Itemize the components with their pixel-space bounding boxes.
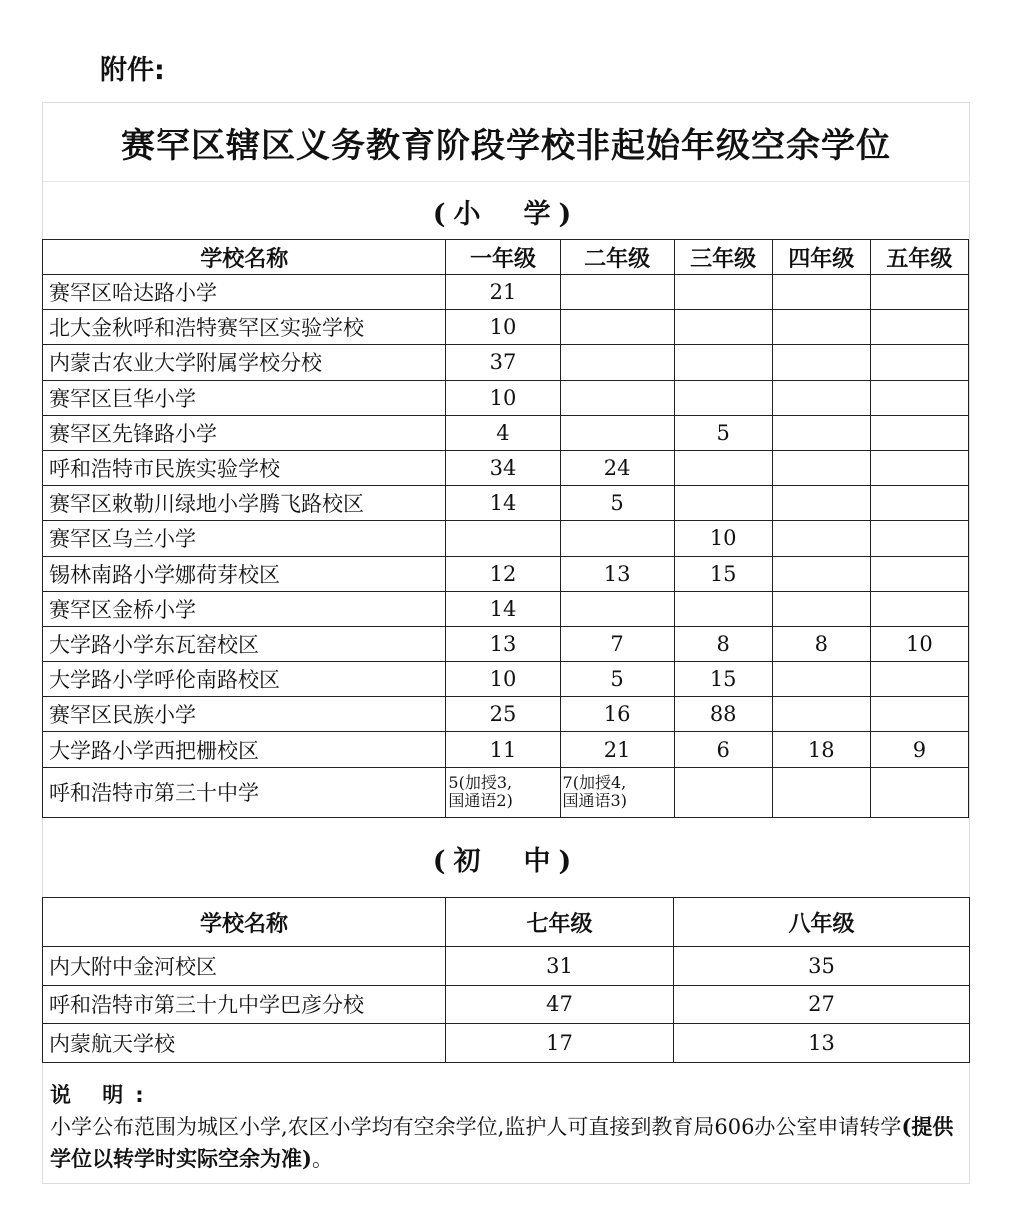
grade-1-cell: 14 xyxy=(446,486,560,521)
school-name-cell: 大学路小学呼伦南路校区 xyxy=(43,662,446,697)
header-grade-7: 七年级 xyxy=(446,898,674,947)
header-grade-8: 八年级 xyxy=(674,898,970,947)
grade-1-cell: 10 xyxy=(446,662,560,697)
grade-4-cell: 18 xyxy=(772,732,870,767)
header-grade-5: 五年级 xyxy=(870,240,968,275)
grade-2-cell xyxy=(560,380,674,415)
grade-1-cell: 11 xyxy=(446,732,560,767)
middle-section-title: (初 中) xyxy=(432,845,580,877)
grade-1-cell: 25 xyxy=(446,697,560,732)
middle-table-body xyxy=(43,947,970,1063)
grade-2-cell xyxy=(560,310,674,345)
grade-1-cell: 10 xyxy=(446,380,560,415)
grade-1-cell xyxy=(446,521,560,556)
table-row xyxy=(43,486,969,521)
grade-2-cell: 24 xyxy=(560,450,674,485)
grade-2-cell: 7 xyxy=(560,626,674,661)
grade-5-cell: 9 xyxy=(870,732,968,767)
primary-table-body xyxy=(43,275,969,768)
grade-5-cell xyxy=(870,415,968,450)
grade-1-cell: 12 xyxy=(446,556,560,591)
grade-5-cell xyxy=(870,767,968,817)
table-row xyxy=(43,415,969,450)
school-name-cell: 赛罕区民族小学 xyxy=(43,697,446,732)
grade-2-cell xyxy=(560,415,674,450)
grade-5-cell: 10 xyxy=(870,626,968,661)
grade-2-cell xyxy=(560,591,674,626)
grade-2-line-2: 国通语3) xyxy=(562,791,627,811)
grade-2-cell: 5 xyxy=(560,486,674,521)
table-row xyxy=(43,985,970,1024)
grade-5-cell xyxy=(870,556,968,591)
grade-2-line-1: 7(加授4, xyxy=(562,773,627,793)
grade-4-cell xyxy=(772,450,870,485)
school-name-cell: 内蒙古农业大学附属学校分校 xyxy=(43,345,446,380)
grade-7-cell: 17 xyxy=(446,1024,674,1063)
grade-3-cell xyxy=(674,310,772,345)
grade-1-cell: 34 xyxy=(446,450,560,485)
document-title: 赛罕区辖区义务教育阶段学校非起始年级空余学位 xyxy=(43,103,969,182)
grade-5-cell xyxy=(870,380,968,415)
grade-1-cell: 13 xyxy=(446,626,560,661)
school-name-cell: 大学路小学东瓦窑校区 xyxy=(43,626,446,661)
table-row xyxy=(43,1024,970,1063)
note-block xyxy=(50,1080,962,1175)
grade-3-cell xyxy=(674,767,772,817)
grade-1-cell: 21 xyxy=(446,275,560,310)
grade-3-cell xyxy=(674,345,772,380)
middle-header-row xyxy=(43,898,970,947)
grade-5-cell xyxy=(870,662,968,697)
grade-8-cell: 13 xyxy=(674,1024,970,1063)
grade-3-cell xyxy=(674,450,772,485)
table-row xyxy=(43,626,969,661)
grade-1-cell xyxy=(446,767,560,817)
grade-4-cell xyxy=(772,415,870,450)
table-row xyxy=(43,521,969,556)
primary-header-row xyxy=(43,240,969,275)
grade-5-cell xyxy=(870,310,968,345)
grade-2-cell: 16 xyxy=(560,697,674,732)
table-row xyxy=(43,310,969,345)
grade-3-cell xyxy=(674,275,772,310)
grade-1-line-2: 国通语2) xyxy=(448,791,513,811)
school-name-cell: 北大金秋呼和浩特赛罕区实验学校 xyxy=(43,310,446,345)
document-sheet xyxy=(42,102,970,1184)
table-row xyxy=(43,591,969,626)
school-name-cell: 赛罕区乌兰小学 xyxy=(43,521,446,556)
school-name-cell: 呼和浩特市民族实验学校 xyxy=(43,450,446,485)
grade-4-cell xyxy=(772,380,870,415)
header-school-name: 学校名称 xyxy=(43,240,446,275)
grade-3-cell: 8 xyxy=(674,626,772,661)
table-row xyxy=(43,556,969,591)
school-name-cell: 大学路小学西把栅校区 xyxy=(43,732,446,767)
table-row xyxy=(43,662,969,697)
school-name-cell: 内大附中金河校区 xyxy=(43,947,446,986)
header-grade-3: 三年级 xyxy=(674,240,772,275)
header-school-name: 学校名称 xyxy=(43,898,446,947)
grade-3-cell xyxy=(674,380,772,415)
grade-7-cell: 31 xyxy=(446,947,674,986)
grade-1-cell: 10 xyxy=(446,310,560,345)
school-name-cell: 赛罕区敕勒川绿地小学腾飞路校区 xyxy=(43,486,446,521)
note-label: 说 明: xyxy=(50,1083,156,1107)
grade-5-cell xyxy=(870,486,968,521)
grade-4-cell xyxy=(772,310,870,345)
primary-school-table xyxy=(42,239,969,818)
grade-2-cell: 21 xyxy=(560,732,674,767)
header-grade-2: 二年级 xyxy=(560,240,674,275)
table-row xyxy=(43,345,969,380)
grade-4-cell xyxy=(772,767,870,817)
grade-5-cell xyxy=(870,450,968,485)
grade-1-cell: 37 xyxy=(446,345,560,380)
primary-section-title: (小 学) xyxy=(432,198,580,230)
grade-2-cell xyxy=(560,521,674,556)
grade-4-cell xyxy=(772,697,870,732)
school-name-cell: 内蒙航天学校 xyxy=(43,1024,446,1063)
grade-3-cell xyxy=(674,486,772,521)
grade-3-cell: 88 xyxy=(674,697,772,732)
school-name-cell: 赛罕区金桥小学 xyxy=(43,591,446,626)
note-end: 。 xyxy=(311,1147,333,1171)
header-grade-1: 一年级 xyxy=(446,240,560,275)
grade-4-cell xyxy=(772,486,870,521)
grade-3-cell: 15 xyxy=(674,662,772,697)
grade-4-cell xyxy=(772,275,870,310)
note-paragraph xyxy=(50,1111,962,1175)
grade-4-cell xyxy=(772,521,870,556)
grade-2-cell xyxy=(560,275,674,310)
table-row xyxy=(43,697,969,732)
grade-5-cell xyxy=(870,591,968,626)
grade-5-cell xyxy=(870,345,968,380)
attachment-label: 附件: xyxy=(100,55,165,86)
school-name-cell: 锡林南路小学娜荷芽校区 xyxy=(43,556,446,591)
grade-5-cell xyxy=(870,521,968,556)
table-row xyxy=(43,450,969,485)
table-row xyxy=(43,380,969,415)
grade-4-cell xyxy=(772,591,870,626)
grade-7-cell: 47 xyxy=(446,985,674,1024)
grade-4-cell xyxy=(772,662,870,697)
note-text: 小学公布范围为城区小学,农区小学均有空余学位,监护人可直接到教育局606办公室申请转学 xyxy=(50,1115,902,1139)
school-name-cell: 赛罕区哈达路小学 xyxy=(43,275,446,310)
grade-1-cell: 4 xyxy=(446,415,560,450)
grade-2-cell: 13 xyxy=(560,556,674,591)
grade-2-cell: 5 xyxy=(560,662,674,697)
grade-3-cell: 10 xyxy=(674,521,772,556)
grade-2-cell xyxy=(560,767,674,817)
table-row xyxy=(43,947,970,986)
grade-5-cell xyxy=(870,697,968,732)
school-name-cell: 呼和浩特市第三十中学 xyxy=(43,767,446,817)
table-row xyxy=(43,767,969,817)
grade-4-cell xyxy=(772,345,870,380)
grade-3-cell xyxy=(674,591,772,626)
grade-1-cell: 14 xyxy=(446,591,560,626)
note-bold-text: (提供学位以转学时实际空余为准) xyxy=(50,1114,954,1171)
grade-8-cell: 27 xyxy=(674,985,970,1024)
grade-5-cell xyxy=(870,275,968,310)
table-row xyxy=(43,275,969,310)
grade-3-cell: 6 xyxy=(674,732,772,767)
grade-3-cell: 15 xyxy=(674,556,772,591)
school-name-cell: 赛罕区先锋路小学 xyxy=(43,415,446,450)
middle-school-table xyxy=(42,897,970,1063)
grade-3-cell: 5 xyxy=(674,415,772,450)
grade-8-cell: 35 xyxy=(674,947,970,986)
table-row xyxy=(43,732,969,767)
grade-1-line-1: 5(加授3, xyxy=(448,773,513,793)
grade-2-cell xyxy=(560,345,674,380)
header-grade-4: 四年级 xyxy=(772,240,870,275)
school-name-cell: 呼和浩特市第三十九中学巴彦分校 xyxy=(43,985,446,1024)
grade-4-cell xyxy=(772,556,870,591)
grade-4-cell: 8 xyxy=(772,626,870,661)
school-name-cell: 赛罕区巨华小学 xyxy=(43,380,446,415)
